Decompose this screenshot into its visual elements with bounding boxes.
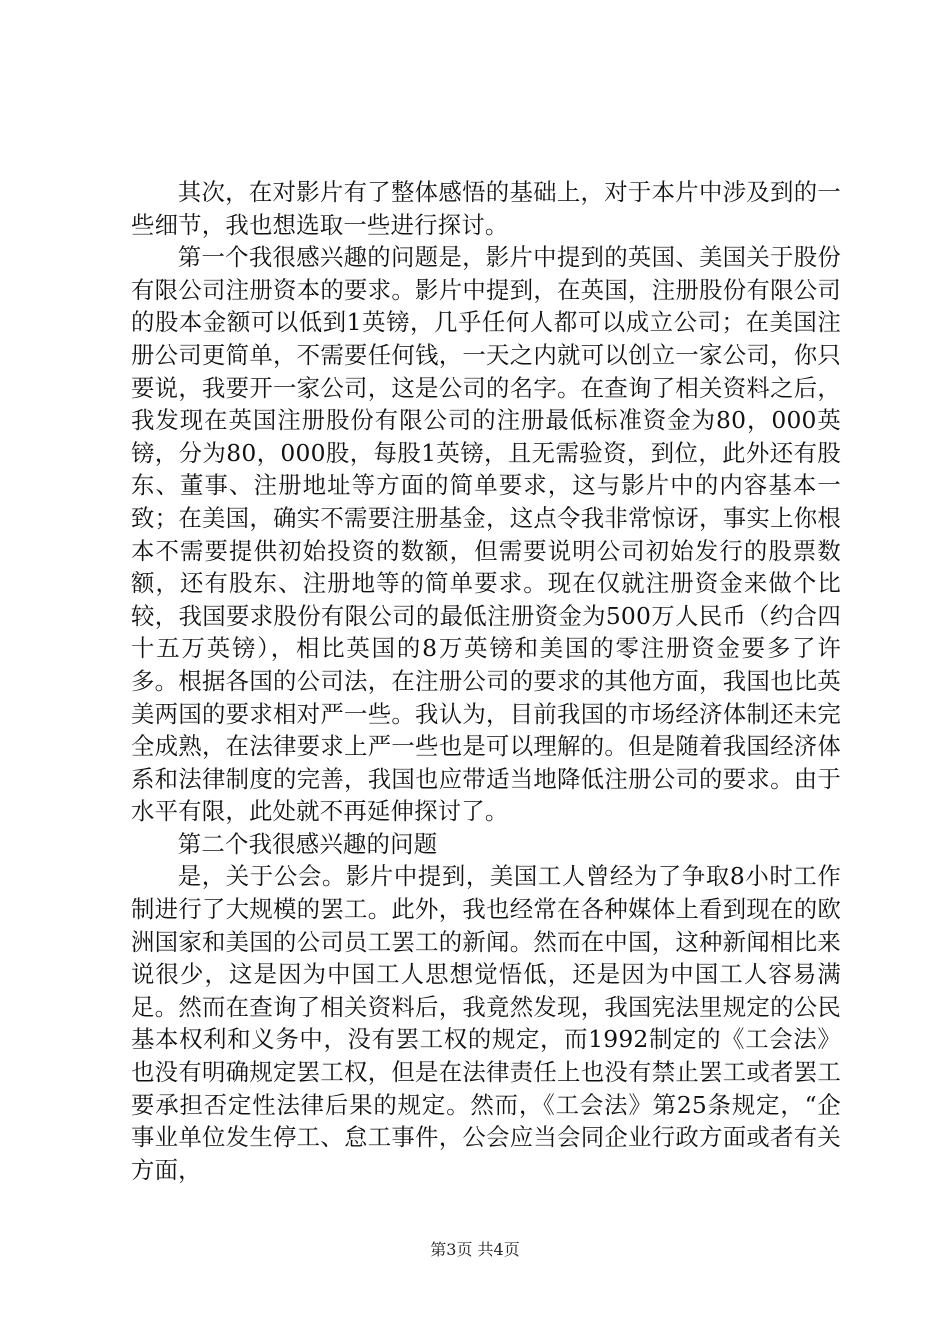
paragraph-1: 其次，在对影片有了整体感悟的基础上，对于本片中涉及到的一些细节，我也想选取一些进行探讨。 <box>131 178 841 239</box>
document-body <box>131 176 841 1186</box>
paragraph-4: 是，关于公会。影片中提到，美国工人曾经为了争取8小时工作制进行了大规模的罢工。此外，我也经常在各种媒体上看到现在的欧洲国家和美国的公司员工罢工的新闻。然而在中国，这种新闻相比来说很少，这是因为中国工人思想觉悟低，还是因为中国工人容易满足。然而在查询了相关资料后，我竟然发现，我国宪法里规定的公民基本权利和义务中，没有罢工权的规定，而1992制定的《工会法》也没有明确规定罢工权，但是在法律责任上也没有禁止罢工或者罢工要承担否定性法律后果的规定。然而，《工会法》第25条规定，“企事业单位发生停工、怠工事件，公会应当会同企业行政方面或者有关方面， <box>131 862 841 1184</box>
paragraph-2: 第一个我很感兴趣的问题是，影片中提到的英国、美国关于股份有限公司注册资本的要求。影片中提到，在英国，注册股份有限公司的股本金额可以低到1英镑，几乎任何人都可以成立公司；在美国注册公司更简单，不需要任何钱，一天之内就可以创立一家公司，你只要说，我要开一家公司，这是公司的名字。在查询了相关资料之后，我发现在英国注册股份有限公司的注册最低标准资金为80，000英镑，分为80，000股，每股1英镑，且无需验资，到位，此外还有股东、董事、注册地址等方面的简单要求，这与影片中的内容基本一致；在美国，确实不需要注册基金，这点令我非常惊讶，事实上你根本不需要提供初始投资的数额，但需要说明公司初始发行的股票数额，还有股东、注册地等的简单要求。现在仅就注册资金来做个比较，我国要求股份有限公司的最低注册资金为500万人民币（约合四十五万英镑），相比英国的8万英镑和美国的零注册资金要多了许多。根据各国的公司法，在注册公司的要求的其他方面，我国也比英美两国的要求相对严一些。我认为，目前我国的市场经济体制还未完全成熟，在法律要求上严一些也是可以理解的。但是随着我国经济体系和法律制度的完善，我国也应带适当地降低注册公司的要求。由于水平有限，此处就不再延伸探讨了。 <box>131 243 841 826</box>
page-footer: 第3页 共4页 <box>430 1240 520 1259</box>
paragraph-3: 第二个我很感兴趣的问题 <box>177 829 438 858</box>
